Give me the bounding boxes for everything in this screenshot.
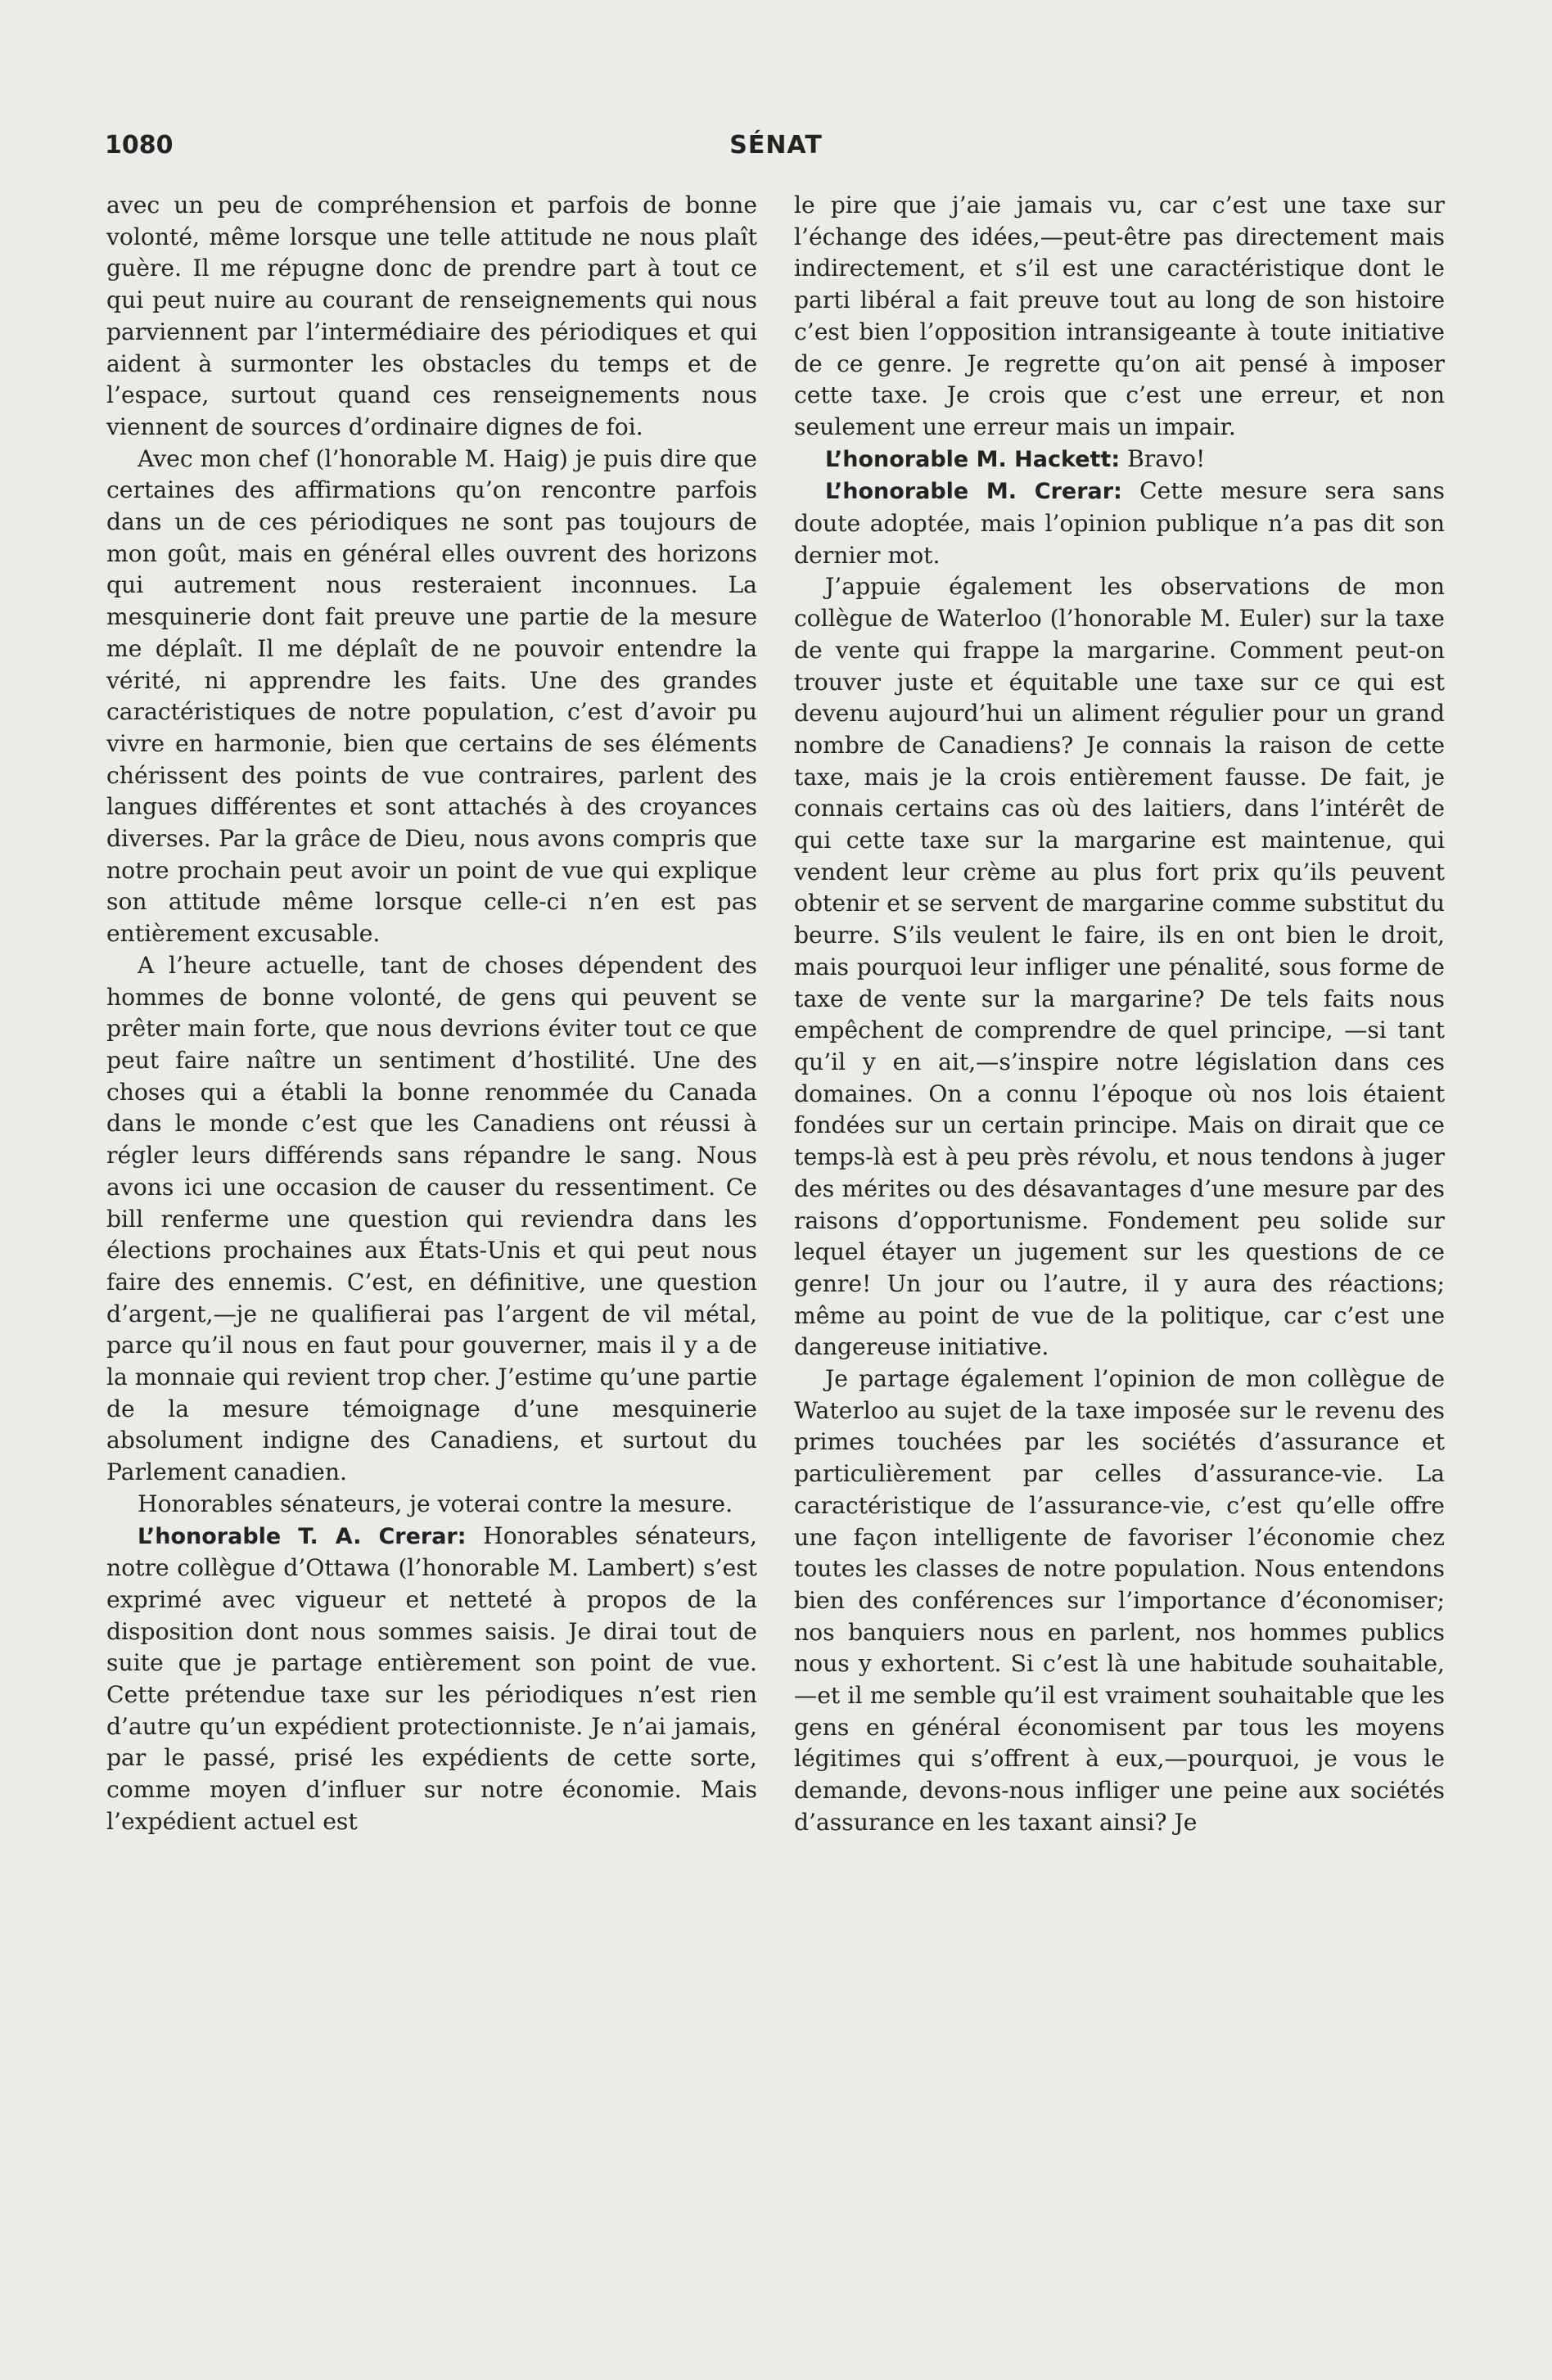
speech-text: Bravo! — [1127, 444, 1206, 472]
paragraph: Je partage également l’opinion de mon collègue de Waterloo au sujet de la taxe imposée sur le revenu des primes touchées par les sociétés d’assurance et particulièrement par celles d’assurance-vie. La caractéristique de l’assurance-vie, c’est qu’elle offre une façon intelligente de favoriser l’économie chez toutes les classes de notre population. Nous entendons bien des conférences sur l’importance d’économiser; nos banquiers nous en parlent, nos hommes publics nous y exhortent. Si c’est là une habitude souhaitable,—et il me semble qu’il est vraiment souhaitable que les gens en général économisent par tous les moyens légitimes qui s’offrent à eux,—pourquoi, je vous le demande, devons-nous infliger une peine aux sociétés d’assurance en les taxant ainsi? Je — [794, 1365, 1445, 1836]
paragraph: avec un peu de compréhension et parfois de bonne volonté, même lorsque une telle attitude ne nous plaît guère. Il me répugne donc de prendre part à tout ce qui peut nuire au courant de renseignements qui nous parviennent par l’intermédiaire des périodiques et qui aident à surmonter les obstacles du temps et de l’espace, surtout quand ces renseignements nous viennent de sources d’ordinaire dignes de foi. — [106, 192, 757, 440]
speech-paragraph — [794, 476, 1445, 571]
paragraph: Avec mon chef (l’honorable M. Haig) je puis dire que certaines des affirmations qu’on rencontre parfois dans un de ces périodiques ne sont pas toujours de mon goût, mais en général elles ouvrent des horizons qui autrement nous resteraient inconnues. La mesquinerie dont fait preuve une partie de la mesure me déplaît. Il me déplaît de ne pouvoir entendre la vérité, ni apprendre les faits. Une des grandes caractéristiques de notre population, c’est d’avoir pu vivre en harmonie, bien que certains de ses éléments chérissent des points de vue contraires, parlent des langues différentes et sont attachés à des croyances diverses. Par la grâce de Dieu, nous avons compris que notre prochain peut avoir un point de vue qui explique son attitude même lorsque celle-ci n’en est pas entièrement excusable. — [106, 444, 757, 948]
running-title: SÉNAT — [729, 131, 823, 160]
speaker-name: L’honorable M. Hackett: — [825, 446, 1121, 472]
speaker-name: L’honorable M. Crerar: — [825, 479, 1122, 505]
speaker-name: L’honorable T. A. Crerar: — [138, 1523, 467, 1549]
page-number: 1080 — [105, 131, 174, 160]
paragraph: J’appuie également les observations de mon collègue de Waterloo (l’honorable M. Euler) sur la taxe de vente qui frappe la margarine. Comment peut-on trouver juste et équitable une taxe sur ce qui est devenu aujourd’hui un aliment régulier pour un grand nombre de Canadiens? Je connais la raison de cette taxe, mais je la crois entièrement fausse. De fait, je connais certains cas où des laitiers, dans l’intérêt de qui cette taxe sur la margarine est maintenue, qui vendent leur crème au plus fort prix qu’ils peuvent obtenir et se servent de margarine comme substitut du beurre. S’ils veulent le faire, ils en ont bien le droit, mais pourquoi leur infliger une pénalité, sous forme de taxe de vente sur la margarine? De tels faits nous empêchent de comprendre de quel principe, —si tant qu’il y en ait,—s’inspire notre législation dans ces domaines. On a connu l’époque où nos lois étaient fondées sur un certain principe. Mais on dirait que ce temps-là est à peu près révolu, et nous tendons à juger des mérites ou des désavantages d’une mesure par des raisons d’opportunisme. Fondement peu solide sur lequel étayer un jugement sur les questions de ce genre! Un jour ou l’autre, il y aura des réactions; même au point de vue de la politique, car c’est une dangereuse initiative. — [794, 573, 1445, 1361]
page-header — [105, 131, 1447, 172]
paragraph: le pire que j’aie jamais vu, car c’est une taxe sur l’échange des idées,—peut-être pas directement mais indirectement, et s’il est une caractéristique dont le parti libéral a fait preuve tout au long de son histoire c’est bien l’opposition intransigeante à toute initiative de ce genre. Je regrette qu’on ait pensé à imposer cette taxe. Je crois que c’est une erreur, et non seulement une erreur mais un impair. — [794, 192, 1445, 440]
left-column — [106, 190, 757, 2318]
right-column — [794, 190, 1445, 2318]
speech-text: Honorables sénateurs, notre collègue d’Ottawa (l’honorable M. Lambert) s’est exprimé avec vigueur et netteté à propos de la disposition dont nous sommes saisis. Je dirai tout de suite que je partage entièrement son point de vue. Cette prétendue taxe sur les périodiques n’est rien d’autre qu’un expédient protectionniste. Je n’ai jamais, par le passé, prisé les expédients de cette sorte, comme moyen d’influer sur notre économie. Mais l’expédient actuel est — [106, 1521, 757, 1835]
paragraph: Honorables sénateurs, je voterai contre la mesure. — [138, 1490, 733, 1517]
speech-paragraph — [106, 1521, 757, 1838]
speech-paragraph — [794, 444, 1445, 476]
paragraph: A l’heure actuelle, tant de choses dépendent des hommes de bonne volonté, de gens qui peuvent se prêter main forte, que nous devrions éviter tout ce que peut faire naître un sentiment d’hostilité. Une des choses qui a établi la bonne renommée du Canada dans le monde c’est que les Canadiens ont réussi à régler leurs différends sans répandre le sang. Nous avons ici une occasion de causer du ressentiment. Ce bill renferme une question qui reviendra dans les élections prochaines aux États-Unis et qui peut nous faire des ennemis. C’est, en définitive, une question d’argent,—je ne qualifierai pas l’argent de vil métal, parce qu’il nous en faut pour gouverner, mais il y a de la monnaie qui revient trop cher. J’estime qu’une partie de la mesure témoignage d’une mesquinerie absolument indigne des Canadiens, et surtout du Parlement canadien. — [106, 951, 757, 1486]
speech-text: Cette mesure sera sans doute adoptée, mais l’opinion publique n’a pas dit son dernier mot. — [794, 477, 1445, 569]
